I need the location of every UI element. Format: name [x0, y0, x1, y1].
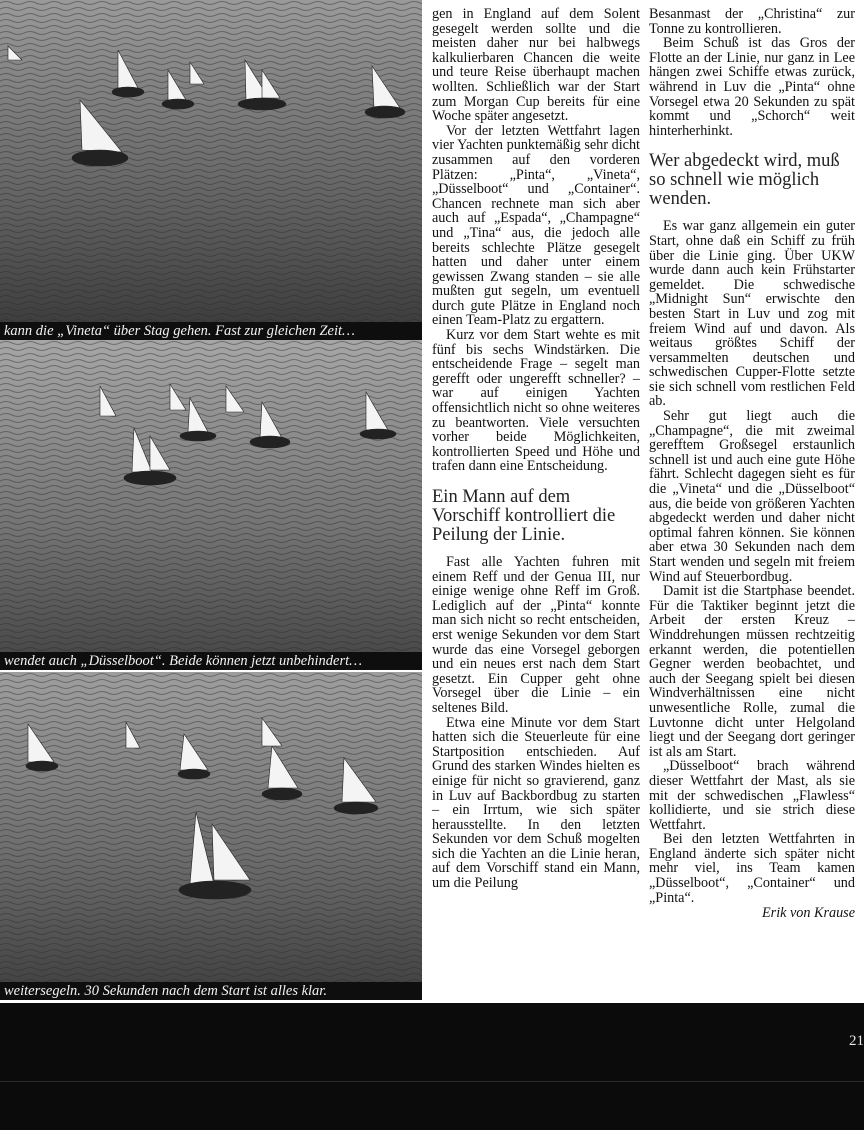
- text-column-2: [649, 7, 855, 921]
- sailing-photo-2: [0, 340, 422, 652]
- page-number: 21: [849, 1033, 864, 1049]
- paragraph: Sehr gut liegt auch die „Champagne“, die mit zweimal gerefftem Großsegel erstaunlich schnell ist und auch eine gute Höhe fährt. Schlecht dagegen sieht es für die „Vineta“ und die „Düsselboot“ aus, die beide von größeren Yachten abgedeckt werden und daher nicht optimal fahren können. Sie können aber etwa 30 Sekunden nach dem Start wenden und segeln mit freiem Wind auf Steuerbordbug.: [649, 408, 855, 585]
- photo-1-caption: kann die „Vineta“ über Stag gehen. Fast zur gleichen Zeit…: [0, 322, 422, 340]
- paragraph: Beim Schuß ist das Gros der Flotte an der Linie, nur ganz in Lee hängen zwei Schiffe etwas zurück, während in Luv die „Pinta“ ohne Vorsegel etwa 20 Sekunden zu spät kommt und „Schorch“ weit hinterherhinkt.: [649, 35, 855, 139]
- photo-1: [0, 0, 422, 322]
- paragraph: gen in England auf dem Solent gesegelt werden sollte und die meisten daher nur bei halbwegs kalkulierbaren Chancen die weite und teure Reise überhaupt machen wollten. Schließlich war der Start zum Morgan Cup bereits für eine Woche später angesetzt.: [432, 6, 640, 125]
- sailing-photo-1: [0, 0, 422, 322]
- paragraph: Bei den letzten Wettfahrten in England änderte sich später nicht mehr viel, ins Team kamen „Düsselboot“, „Container“ und „Pinta“.: [649, 831, 855, 906]
- text-column-1: [432, 7, 640, 891]
- paragraph: „Düsselboot“ brach während dieser Wettfahrt der Mast, als sie mit der schwedischen „Flawless“ kollidierte, und sie strich diese Wettfahrt.: [649, 758, 855, 833]
- photo-3-caption: weitersegeln. 30 Sekunden nach dem Start ist alles klar.: [0, 982, 422, 1000]
- paragraph: Damit ist die Startphase beendet. Für die Taktiker beginnt jetzt die Arbeit der ersten Kreuz – Winddrehungen müssen rechtzeitig erkannt werden, die potentiellen Gegner werden beobachtet, und auch der Seegang spielt bei diesen Windverhältnissen eine nicht unwesentliche Rolle, zumal die Luvtonne dicht unter Helgoland liegt und der Seegang dort geringer ist als am Start.: [649, 583, 855, 760]
- photo-3: [0, 672, 422, 982]
- author-signature: Erik von Krause: [762, 905, 855, 922]
- paragraph: Besanmast der „Christina“ zur Tonne zu kontrollieren.: [649, 6, 855, 37]
- paragraph: Fast alle Yachten fuhren mit einem Reff und der Genua III, nur einige wenige ohne Reff im Groß. Lediglich auf der „Pinta“ konnte man sich nicht so recht entscheiden, erst wenige Sekunden vor dem Start wurde das eine Vorsegel geborgen und ein neues erst nach dem Start gesetzt. Ein Cupper geht ohne Vorsegel über die Linie – ein seltenes Bild.: [432, 554, 640, 716]
- photo-2-caption: wendet auch „Düsselboot“. Beide können jetzt unbehindert…: [0, 652, 422, 670]
- page-footer: [0, 1003, 864, 1130]
- photo-2: [0, 340, 422, 652]
- paragraph: Vor der letzten Wettfahrt lagen vier Yachten punktemäßig sehr dicht zusammen auf den vorderen Plätzen: „Pinta“, „Vineta“, „Düsselboot“ und „Container“. Chancen rechnete man sich aber auch auf „Espada“, „Champagne“ und „Tina“ aus, die jedoch alle bereits schlechte Plätze gesegelt hatten und daher unter einem gewissen Zwang standen – sie alle mußten gut segeln, um eventuell durch gute Plätze in England noch einen Team-Platz zu ergattern.: [432, 122, 640, 329]
- paragraph: Etwa eine Minute vor dem Start hatten sich die Steuerleute für eine Startposition entschieden. Auf Grund des starken Windes hielten es einige für nicht so gravierend, ganz in Luv auf Backbordbug zu starten – ein Irrtum, wie sich später herausstellte. In den letzten Sekunden vor dem Schuß mogelten sich die Yachten an die Linie heran, auf dem Vorschiff stand ein Mann, um die Peilung: [432, 714, 640, 892]
- paragraph: Kurz vor dem Start wehte es mit fünf bis sechs Windstärken. Die entscheidende Frage – segelt man gerefft oder ungerefft schneller? – war auf einigen Yachten offensichtlich nicht so ohne weiteres zu beantworten. Viele versuchten vorher beide Möglichkeiten, kontrollierten Speed und Höhe und trafen dann eine Entscheidung.: [432, 327, 640, 475]
- paragraph: Es war ganz allgemein ein guter Start, ohne daß ein Schiff zu früh über die Linie ging. Über UKW wurde dann auch kein Frühstarter gemeldet. Die schwedische „Midnight Sun“ erwischte den besten Start in Luv und zog mit freiem Wind auf und davon. Als weitaus größtes Schiff der versammelten deutschen und schwedischen Cupper-Flotte setzte sie sich schnell vom restlichen Feld ab.: [649, 218, 855, 410]
- footer-divider: [0, 1081, 864, 1082]
- subheading: Wer abgedeckt wird, muß so schnell wie möglich wenden.: [649, 151, 840, 210]
- subheading: Ein Mann auf dem Vorschiff kontrolliert die Peilung der Linie.: [432, 487, 616, 545]
- sailing-photo-3: [0, 672, 422, 982]
